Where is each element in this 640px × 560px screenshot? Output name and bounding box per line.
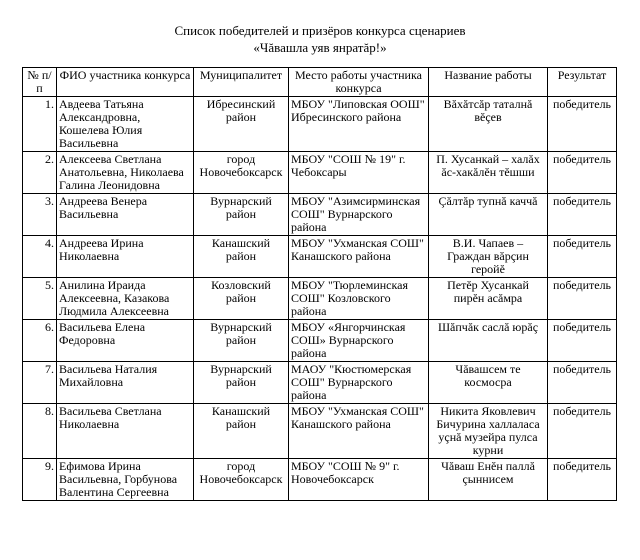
work-title: Çăлтăр тупнă каччă bbox=[429, 194, 548, 236]
header-num: № п/п bbox=[23, 68, 57, 97]
workplace: МБОУ "Азимсирминская СОШ" Вурнарского района bbox=[289, 194, 429, 236]
header-result: Результат bbox=[548, 68, 617, 97]
workplace: МБОУ "Ухманская СОШ" Канашского района bbox=[289, 236, 429, 278]
row-number: 3. bbox=[23, 194, 57, 236]
participant-name: Авдеева Татьяна Александровна, Кошелева Юлия Васильевна bbox=[57, 97, 194, 152]
header-fio: ФИО участника конкурса bbox=[57, 68, 194, 97]
header-workplace: Место работы участника конкурса bbox=[289, 68, 429, 97]
participant-name: Васильева Елена Федоровна bbox=[57, 320, 194, 362]
table-row bbox=[23, 320, 617, 362]
table-row bbox=[23, 278, 617, 320]
result: победитель bbox=[548, 236, 617, 278]
result: победитель bbox=[548, 404, 617, 459]
participant-name: Васильева Светлана Николаевна bbox=[57, 404, 194, 459]
work-title: П. Хусанкай – халăх ăс-хакăлĕн тĕшши bbox=[429, 152, 548, 194]
workplace: МБОУ «Янгорчинская СОШ» Вурнарского района bbox=[289, 320, 429, 362]
winners-table bbox=[22, 67, 617, 501]
row-number: 5. bbox=[23, 278, 57, 320]
row-number: 1. bbox=[23, 97, 57, 152]
table-row bbox=[23, 194, 617, 236]
header-work-title: Название работы bbox=[429, 68, 548, 97]
result: победитель bbox=[548, 194, 617, 236]
municipality: город Новочебоксарск bbox=[194, 459, 289, 501]
row-number: 2. bbox=[23, 152, 57, 194]
table-row bbox=[23, 404, 617, 459]
result: победитель bbox=[548, 362, 617, 404]
participant-name: Ефимова Ирина Васильевна, Горбунова Валентина Сергеевна bbox=[57, 459, 194, 501]
work-title: В.И. Чапаев – Граждан вăрçин геройĕ bbox=[429, 236, 548, 278]
municipality: Козловский район bbox=[194, 278, 289, 320]
result: победитель bbox=[548, 97, 617, 152]
document-title bbox=[0, 22, 640, 56]
table-row bbox=[23, 362, 617, 404]
municipality: Вурнарский район bbox=[194, 320, 289, 362]
municipality: Вурнарский район bbox=[194, 194, 289, 236]
title-line-1: Список победителей и призёров конкурса сценариев bbox=[174, 23, 466, 38]
row-number: 9. bbox=[23, 459, 57, 501]
workplace: МАОУ "Кюстюмерская СОШ" Вурнарского района bbox=[289, 362, 429, 404]
table-row bbox=[23, 97, 617, 152]
workplace: МБОУ "СОШ № 9" г. Новочебоксарск bbox=[289, 459, 429, 501]
municipality: Канашский район bbox=[194, 236, 289, 278]
table-row bbox=[23, 152, 617, 194]
result: победитель bbox=[548, 320, 617, 362]
work-title: Чăвашсем те космосра bbox=[429, 362, 548, 404]
participant-name: Алексеева Светлана Анатольевна, Николаева Галина Леонидовна bbox=[57, 152, 194, 194]
participant-name: Анилина Ираида Алексеевна, Казакова Людмила Алексеевна bbox=[57, 278, 194, 320]
participant-name: Васильева Наталия Михайловна bbox=[57, 362, 194, 404]
title-line-2: «Чăвашла уяв янратăр!» bbox=[253, 40, 387, 55]
municipality: Вурнарский район bbox=[194, 362, 289, 404]
workplace: МБОУ "Липовская ООШ" Ибресинского района bbox=[289, 97, 429, 152]
result: победитель bbox=[548, 459, 617, 501]
result: победитель bbox=[548, 278, 617, 320]
workplace: МБОУ "Ухманская СОШ" Канашского района bbox=[289, 404, 429, 459]
work-title: Вăхăтсăр таталнă вĕçев bbox=[429, 97, 548, 152]
work-title: Чăваш Енĕн паллă çыннисем bbox=[429, 459, 548, 501]
work-title: Никита Яковлевич Бичурина халлаласа уçнă музейра пулса курни bbox=[429, 404, 548, 459]
workplace: МБОУ "СОШ № 19" г. Чебоксары bbox=[289, 152, 429, 194]
row-number: 4. bbox=[23, 236, 57, 278]
table-row bbox=[23, 236, 617, 278]
participant-name: Андреева Ирина Николаевна bbox=[57, 236, 194, 278]
workplace: МБОУ "Тюрлеминская СОШ" Козловского района bbox=[289, 278, 429, 320]
row-number: 8. bbox=[23, 404, 57, 459]
participant-name: Андреева Венера Васильевна bbox=[57, 194, 194, 236]
table-row bbox=[23, 459, 617, 501]
work-title: Шăпчăк саслă юрăç bbox=[429, 320, 548, 362]
row-number: 6. bbox=[23, 320, 57, 362]
row-number: 7. bbox=[23, 362, 57, 404]
municipality: Ибресинский район bbox=[194, 97, 289, 152]
work-title: Петĕр Хусанкай пирĕн асăмра bbox=[429, 278, 548, 320]
municipality: город Новочебоксарск bbox=[194, 152, 289, 194]
table-header-row bbox=[23, 68, 617, 97]
municipality: Канашский район bbox=[194, 404, 289, 459]
result: победитель bbox=[548, 152, 617, 194]
header-municipality: Муниципалитет bbox=[194, 68, 289, 97]
